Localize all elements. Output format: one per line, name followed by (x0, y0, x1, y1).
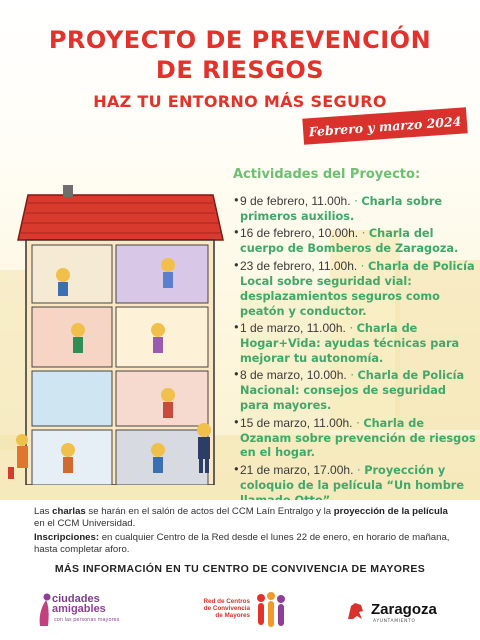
house-illustration (8, 185, 233, 485)
activity-item (233, 259, 478, 320)
activity-date: 15 de marzo, 11.00h. (240, 415, 353, 430)
ciudades-line2: amigables (52, 603, 106, 615)
red-line2: de Convivencia (203, 605, 250, 612)
activity-separator: · (350, 369, 358, 383)
firefighter-figure (16, 434, 28, 446)
page-title-line1: PROYECTO DE PREVENCIÓN (48, 26, 432, 54)
character-figure (161, 258, 175, 272)
character-figure (161, 388, 175, 402)
activity-date: 9 de febrero, 11.00h. (240, 194, 351, 208)
info-text: en el CCM Universidad. (34, 518, 136, 530)
character-figure (151, 323, 165, 337)
ciudades-amigables-logo (36, 590, 146, 630)
red-centros-logo (190, 590, 290, 630)
character-figure (61, 443, 75, 457)
activity-item (233, 368, 478, 414)
activity-separator: · (356, 416, 364, 430)
info-bold: Inscripciones: (34, 532, 100, 543)
activity-date: 1 de marzo, 11.00h. (240, 321, 346, 336)
zaragoza-text: Zaragoza (371, 601, 437, 618)
red-centros-icon (253, 592, 289, 630)
info-text: Las (34, 506, 53, 517)
activity-separator: · (349, 322, 357, 336)
red-line1: Red de Centros (203, 598, 250, 605)
chimney (63, 185, 73, 197)
info-bold: charlas (52, 506, 86, 517)
red-centros-text (190, 598, 250, 619)
activity-date: 16 de febrero, 10.00h. (240, 226, 359, 241)
activity-item (233, 416, 478, 462)
activity-title: Charla de Ozanam sobre prevención de riesgos en el hogar. (240, 416, 476, 460)
ciudades-subtitle: con las personas mayores (54, 617, 120, 623)
character-figure (71, 323, 85, 337)
activity-title: Charla de Policía Local sobre seguridad vial: desplazamientos seguros como peatón y conductor. (240, 259, 475, 318)
info-bold: proyección de la película (333, 506, 448, 517)
character-figure (56, 268, 70, 282)
inscripciones-info (34, 532, 454, 556)
activity-title: Charla de Policía Nacional: consejos de seguridad para mayores. (240, 369, 465, 413)
ciudades-amigables-text (52, 594, 106, 614)
police-figure (197, 423, 211, 437)
activity-date: 8 de marzo, 10.00h. (240, 368, 347, 383)
activity-item (233, 226, 478, 257)
info-text: se harán en el salón de actos del CCM Laín Entralgo y la (85, 506, 334, 517)
ciudades-line1: ciudades (52, 593, 100, 605)
activity-separator: · (354, 195, 362, 208)
info-text: en cualquier Centro de la Red desde el lunes 22 de enero, en horario de mañana, hasta completar aforo. (34, 532, 450, 556)
activity-title: Charla del cuerpo de Bomberos de Zaragoza. (240, 227, 459, 256)
activity-date: 23 de febrero, 11.00h. (240, 258, 358, 273)
activities-heading: Actividades del Proyecto: (233, 167, 421, 182)
charlas-info (34, 506, 454, 530)
activity-item (233, 194, 478, 225)
activity-separator: · (360, 259, 368, 273)
zaragoza-logo (345, 590, 455, 630)
more-info-line: MÁS INFORMACIÓN EN TU CENTRO DE CONVIVENCIA DE MAYORES (54, 563, 426, 575)
zaragoza-subtitle: AYUNTAMIENTO (373, 619, 416, 624)
activity-separator: · (357, 463, 365, 477)
activity-title: Charla de Hogar+Vida: ayudas técnicas para mejorar tu autonomía. (240, 322, 460, 365)
page-title-line2: DE RIESGOS (155, 56, 325, 84)
character-figure (151, 443, 165, 457)
fire-hydrant (8, 467, 14, 479)
red-line3: de Mayores (215, 612, 250, 619)
activity-title: Charla sobre primeros auxilios. (240, 195, 443, 223)
activity-item (233, 321, 478, 367)
date-banner: Febrero y marzo 2024 (302, 107, 467, 144)
activity-separator: · (361, 227, 369, 241)
page-subtitle: HAZ TU ENTORNO MÁS SEGURO (93, 92, 387, 111)
activity-list (233, 194, 478, 510)
zaragoza-lion-icon (345, 600, 367, 622)
activity-date: 21 de marzo, 17.00h. (240, 462, 354, 477)
activity-title: Proyección y coloquio de la película “Un hombre (240, 463, 465, 492)
